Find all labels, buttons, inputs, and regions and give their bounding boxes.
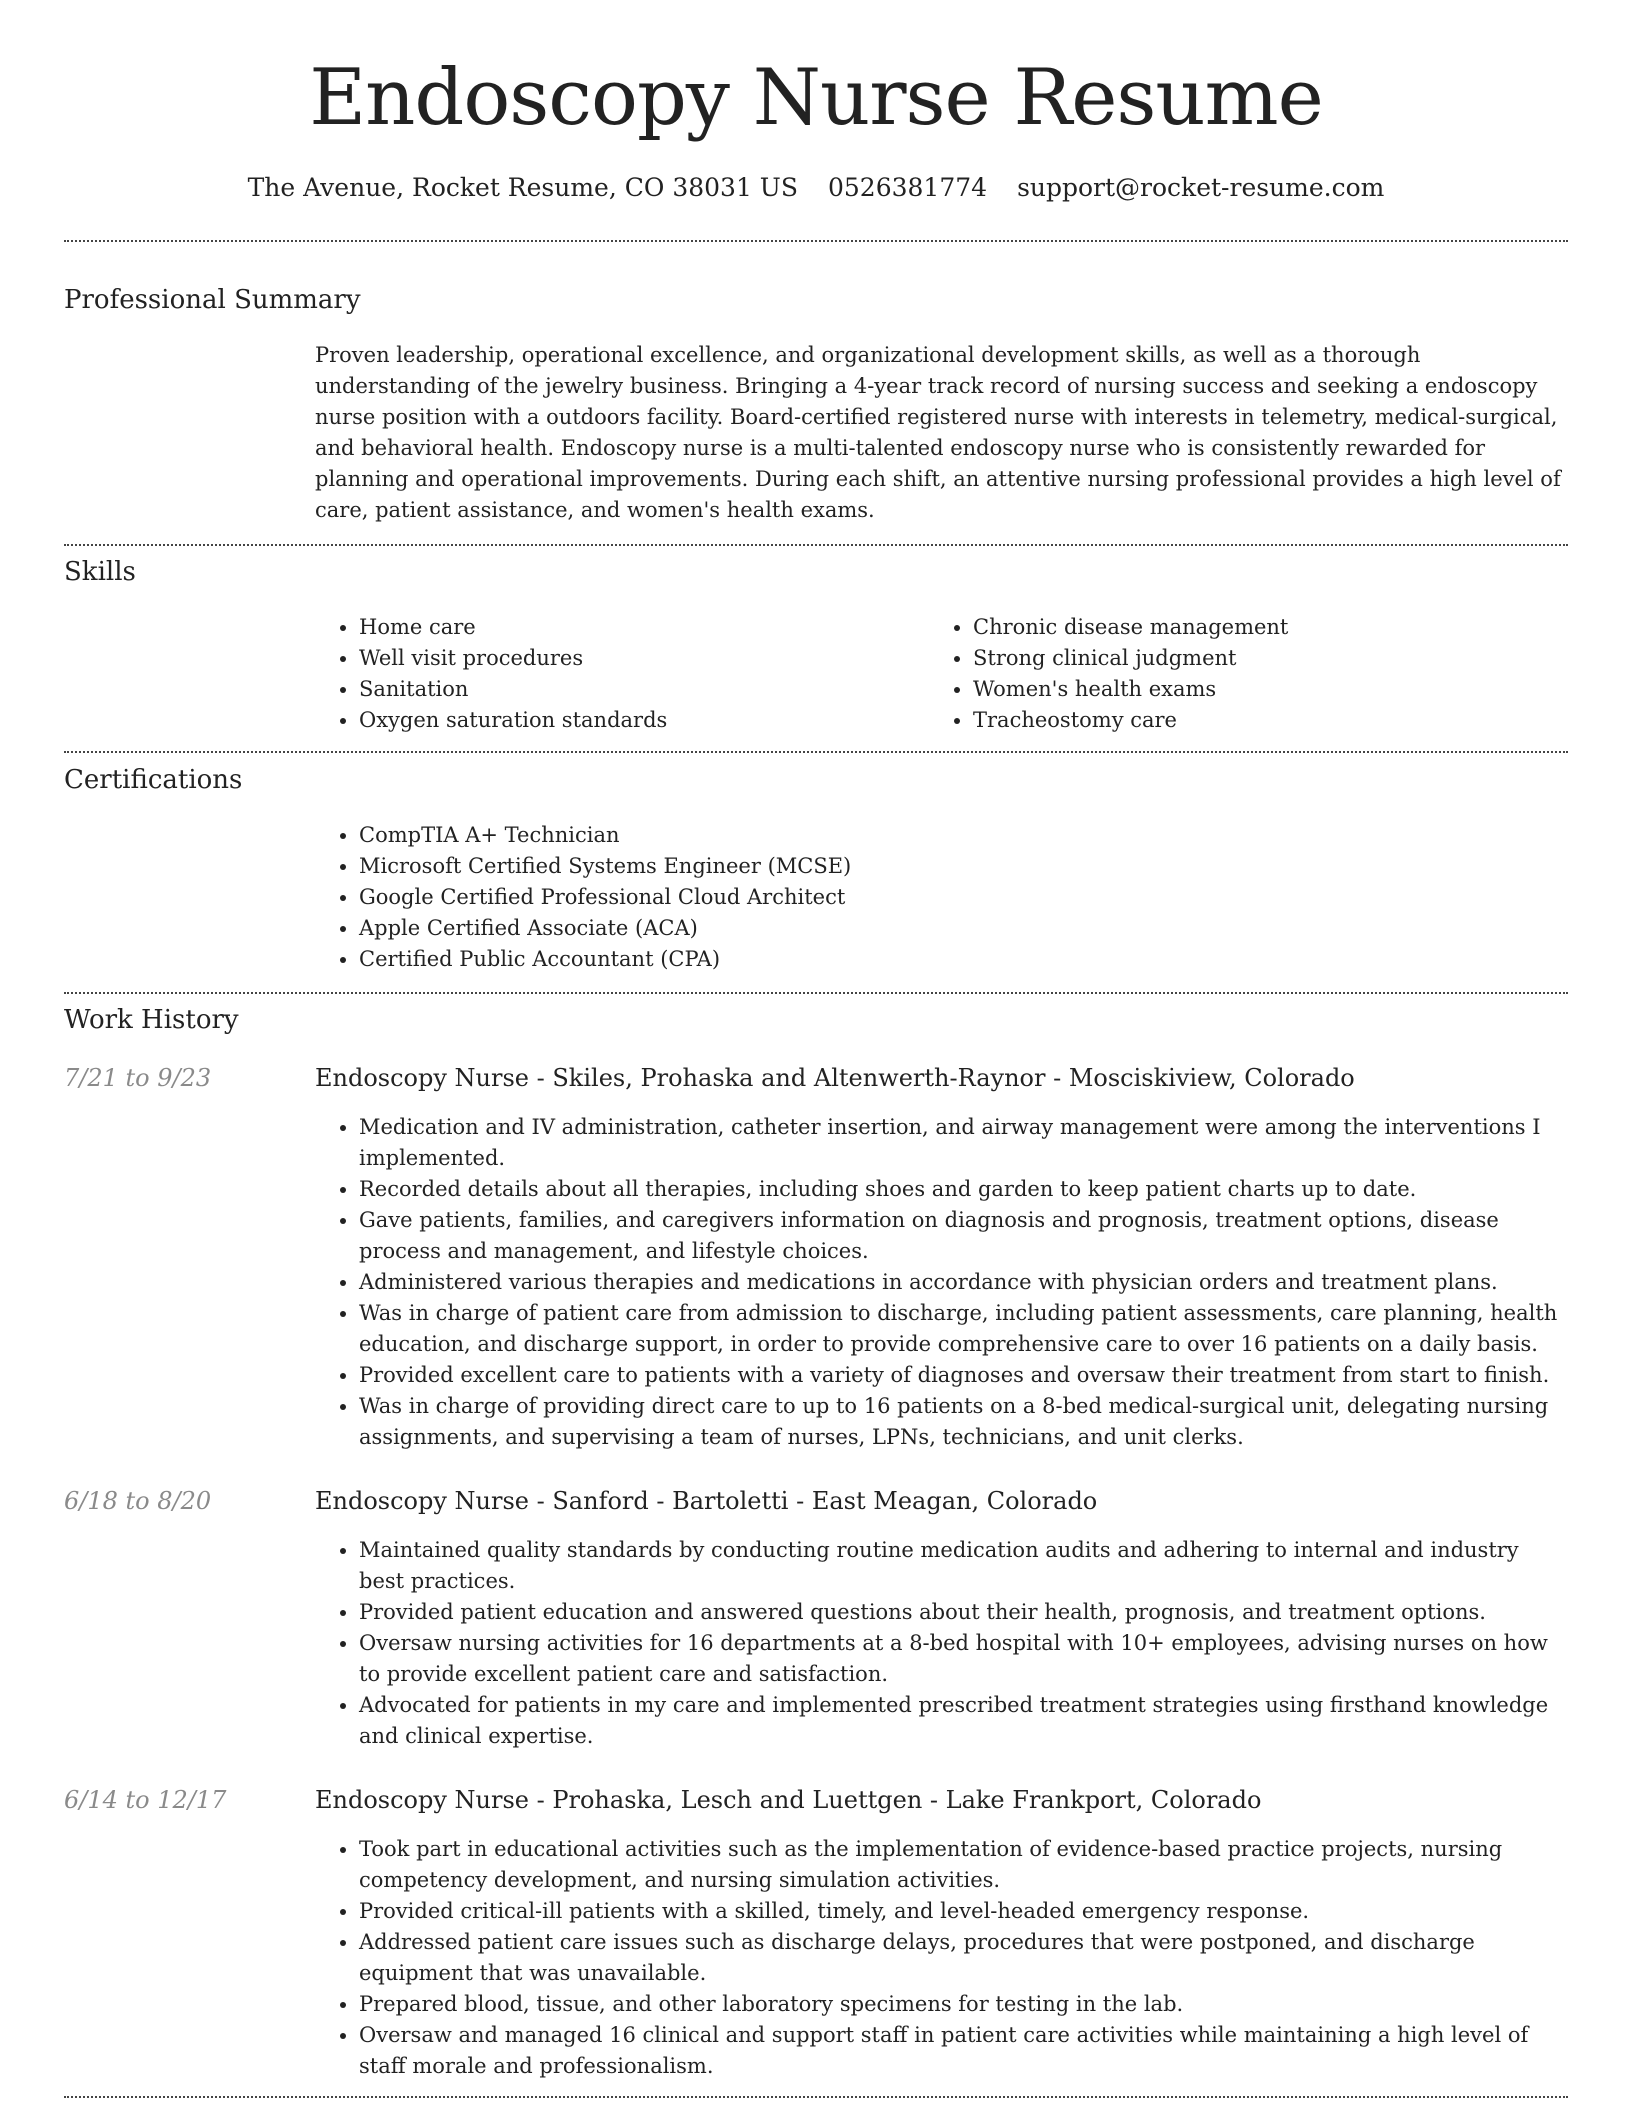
skills-left-column (315, 612, 915, 736)
job-duty-item: • Maintained quality standards by conducting routine medication audits and adhering to internal and industry best practices. (359, 1535, 1568, 1597)
job-duty-item: • Oversaw and managed 16 clinical and support staff in patient care activities while maintaining a high level of staff morale and professionalism. (359, 2020, 1568, 2082)
job-duty-item: • Advocated for patients in my care and implemented prescribed treatment strategies using firsthand knowledge and clinical expertise. (359, 1690, 1568, 1752)
skill-item: • Tracheostomy care (973, 705, 1549, 736)
skill-item: • Home care (359, 612, 915, 643)
job-title: Endoscopy Nurse - Prohaska, Lesch and Luettgen - Lake Frankport, Colorado (315, 1786, 1262, 1814)
job-duty-item: • Administered various therapies and medications in accordance with physician orders and treatment plans. (359, 1267, 1568, 1298)
certification-item: • CompTIA A+ Technician (359, 820, 1568, 851)
divider (64, 2096, 1568, 2098)
summary-text: Proven leadership, operational excellence, and organizational development skills, as well as a thorough understanding of the jewelry business. Bringing a 4-year track record of nursing success and seeking a endoscopy nurse position with a outdoors facility. Board-certified registered nurse with interests in telemetry, medical-surgical, and behavioral health. Endoscopy nurse is a multi-talented endoscopy nurse who is consistently rewarded for planning and operational improvements. During each shift, an attentive nursing professional provides a high level of care, patient assistance, and women's health exams. (315, 343, 1561, 522)
job-duty-item: • Gave patients, families, and caregivers information on diagnosis and prognosis, treatment options, disease process and management, and lifestyle choices. (359, 1205, 1568, 1267)
job-title: Endoscopy Nurse - Sanford - Bartoletti - East Meagan, Colorado (315, 1487, 1098, 1515)
skills-heading: Skills (64, 557, 136, 587)
job-duty-item: • Provided critical-ill patients with a skilled, timely, and level-headed emergency response. (359, 1896, 1568, 1927)
skill-item: • Oxygen saturation standards (359, 705, 915, 736)
contact-phone: 0526381774 (828, 173, 988, 202)
job-duty-item: • Prepared blood, tissue, and other laboratory specimens for testing in the lab. (359, 1989, 1568, 2020)
skill-item: • Chronic disease management (973, 612, 1549, 643)
resume-title: Endoscopy Nurse Resume (309, 53, 1323, 143)
divider (64, 544, 1568, 546)
job-duty-item: • Provided excellent care to patients with a variety of diagnoses and oversaw their treatment from start to finish. (359, 1360, 1568, 1391)
certification-item: • Apple Certified Associate (ACA) (359, 913, 1568, 944)
certifications-section (315, 820, 1568, 975)
summary-section (315, 340, 1568, 526)
skill-item: • Women's health exams (973, 674, 1549, 705)
job-dates: 6/18 to 8/20 (64, 1487, 212, 1515)
certification-item: • Google Certified Professional Cloud Architect (359, 882, 1568, 913)
job-duties (315, 1535, 1568, 1752)
contact-email: support@rocket-resume.com (1017, 173, 1385, 202)
skill-item: • Well visit procedures (359, 643, 915, 674)
job-duty-item: • Was in charge of patient care from admission to discharge, including patient assessments, care planning, health education, and discharge support, in order to provide comprehensive care to over 16 patients on a daily basis. (359, 1298, 1568, 1360)
job-duty-item: • Was in charge of providing direct care to up to 16 patients on a 8-bed medical-surgical unit, delegating nursing assignments, and supervising a team of nurses, LPNs, technicians, and unit clerks. (359, 1391, 1568, 1453)
work-history-heading: Work History (64, 1005, 239, 1035)
divider (64, 751, 1568, 753)
summary-heading: Professional Summary (64, 285, 361, 315)
job-dates: 7/21 to 9/23 (64, 1064, 212, 1092)
certifications-heading: Certifications (64, 765, 243, 795)
job-dates: 6/14 to 12/17 (64, 1786, 227, 1814)
job-duty-item: • Provided patient education and answered questions about their health, prognosis, and treatment options. (359, 1597, 1568, 1628)
divider (64, 240, 1568, 242)
job-duties (315, 1112, 1568, 1453)
divider (64, 992, 1568, 994)
certification-item: • Certified Public Accountant (CPA) (359, 944, 1568, 975)
skills-right-column (929, 612, 1549, 736)
job-title: Endoscopy Nurse - Skiles, Prohaska and Altenwerth-Raynor - Mosciskiview, Colorado (315, 1064, 1355, 1092)
job-duty-item: • Oversaw nursing activities for 16 departments at a 8-bed hospital with 10+ employees, advising nurses on how to provide excellent patient care and satisfaction. (359, 1628, 1568, 1690)
contact-address: The Avenue, Rocket Resume, CO 38031 US (247, 173, 798, 202)
job-duty-item: • Addressed patient care issues such as discharge delays, procedures that were postponed, and discharge equipment that was unavailable. (359, 1927, 1568, 1989)
job-duty-item: • Recorded details about all therapies, including shoes and garden to keep patient charts up to date. (359, 1174, 1568, 1205)
contact-line (0, 170, 1632, 206)
skill-item: • Sanitation (359, 674, 915, 705)
certification-item: • Microsoft Certified Systems Engineer (MCSE) (359, 851, 1568, 882)
job-duties (315, 1834, 1568, 2082)
skill-item: • Strong clinical judgment (973, 643, 1549, 674)
job-duty-item: • Took part in educational activities such as the implementation of evidence-based practice projects, nursing competency development, and nursing simulation activities. (359, 1834, 1568, 1896)
job-duty-item: • Medication and IV administration, catheter insertion, and airway management were among the interventions I implemented. (359, 1112, 1568, 1174)
